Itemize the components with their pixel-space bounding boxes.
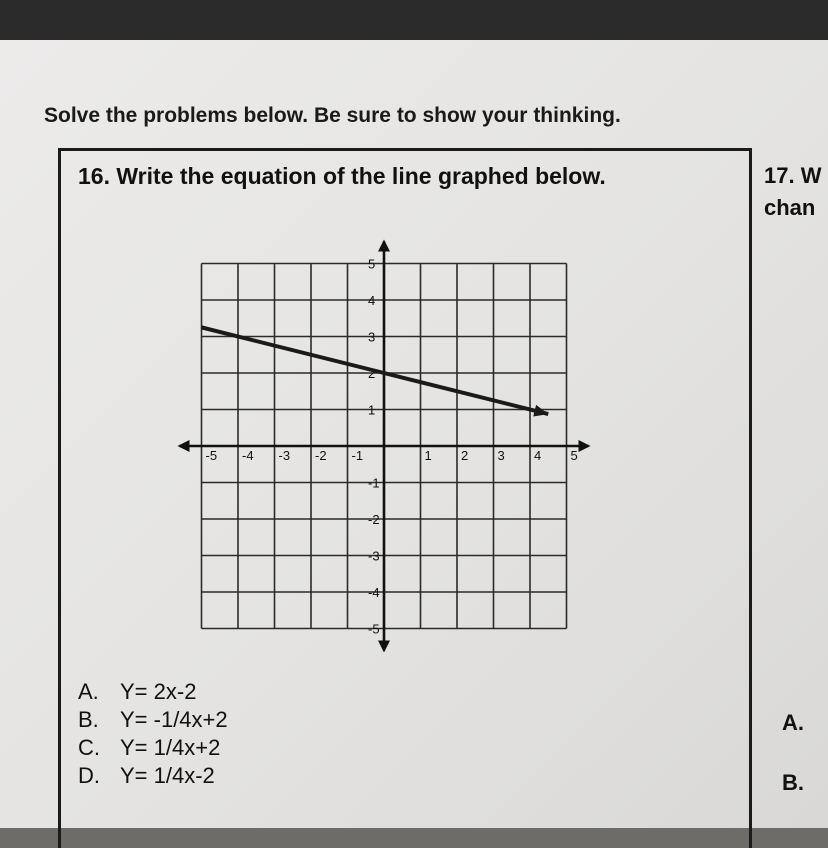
question-17-title-line2: chan bbox=[764, 195, 816, 220]
x-tick-label: -2 bbox=[315, 448, 327, 463]
choice-text: Y= 1/4x-2 bbox=[120, 763, 215, 788]
y-tick-label: 3 bbox=[368, 329, 376, 345]
x-tick-label: 5 bbox=[570, 448, 578, 463]
question-17-title bbox=[764, 160, 821, 224]
y-tick-label: 5 bbox=[368, 256, 376, 272]
choice-c[interactable] bbox=[78, 734, 228, 762]
choice-letter: D. bbox=[78, 763, 100, 788]
choice-letter: A. bbox=[78, 679, 99, 704]
choice-text: Y= -1/4x+2 bbox=[120, 707, 228, 732]
y-tick-label: -2 bbox=[368, 512, 380, 527]
y-tick-label: -5 bbox=[368, 621, 380, 637]
instructions-text: Solve the problems below. Be sure to show your thinking. bbox=[44, 104, 621, 127]
x-tick-label: 2 bbox=[461, 448, 469, 463]
y-tick-label: 1 bbox=[368, 402, 376, 418]
y-tick-label: -4 bbox=[368, 585, 380, 600]
y-tick-label: -3 bbox=[368, 548, 380, 564]
x-tick-label: 4 bbox=[534, 448, 542, 463]
question-16-choices bbox=[78, 678, 228, 790]
x-axis-right-arrow bbox=[579, 440, 591, 452]
choice-b[interactable] bbox=[78, 706, 228, 734]
y-axis-down-arrow bbox=[378, 641, 390, 653]
choice-text: Y= 2x-2 bbox=[120, 679, 197, 704]
choice-d[interactable] bbox=[78, 762, 228, 790]
y-tick-label: 4 bbox=[368, 293, 376, 308]
question-17-choice-a[interactable]: A. bbox=[782, 710, 804, 735]
x-tick-label: -4 bbox=[242, 448, 254, 463]
choice-letter: B. bbox=[78, 707, 99, 732]
top-dark-band bbox=[0, 0, 828, 40]
x-tick-label: 3 bbox=[497, 448, 505, 463]
choice-text: Y= 1/4x+2 bbox=[120, 735, 221, 760]
x-tick-label: -5 bbox=[205, 448, 218, 463]
question-17-choice-b[interactable]: B. bbox=[782, 770, 804, 795]
x-tick-label: -1 bbox=[351, 448, 364, 463]
choice-a[interactable] bbox=[78, 678, 228, 706]
y-tick-label: 2 bbox=[368, 366, 376, 381]
question-17-title-line1: 17. W bbox=[764, 163, 822, 188]
x-axis-left-arrow bbox=[178, 440, 190, 452]
y-axis-up-arrow bbox=[378, 240, 390, 252]
coordinate-graph bbox=[170, 226, 620, 656]
y-tick-label: -1 bbox=[368, 475, 380, 491]
x-tick-label: 1 bbox=[424, 448, 432, 463]
x-tick-label: -3 bbox=[278, 448, 291, 463]
question-16-title: 16. Write the equation of the line graphed below. bbox=[78, 163, 606, 189]
axes bbox=[178, 240, 591, 653]
choice-letter: C. bbox=[78, 735, 100, 760]
